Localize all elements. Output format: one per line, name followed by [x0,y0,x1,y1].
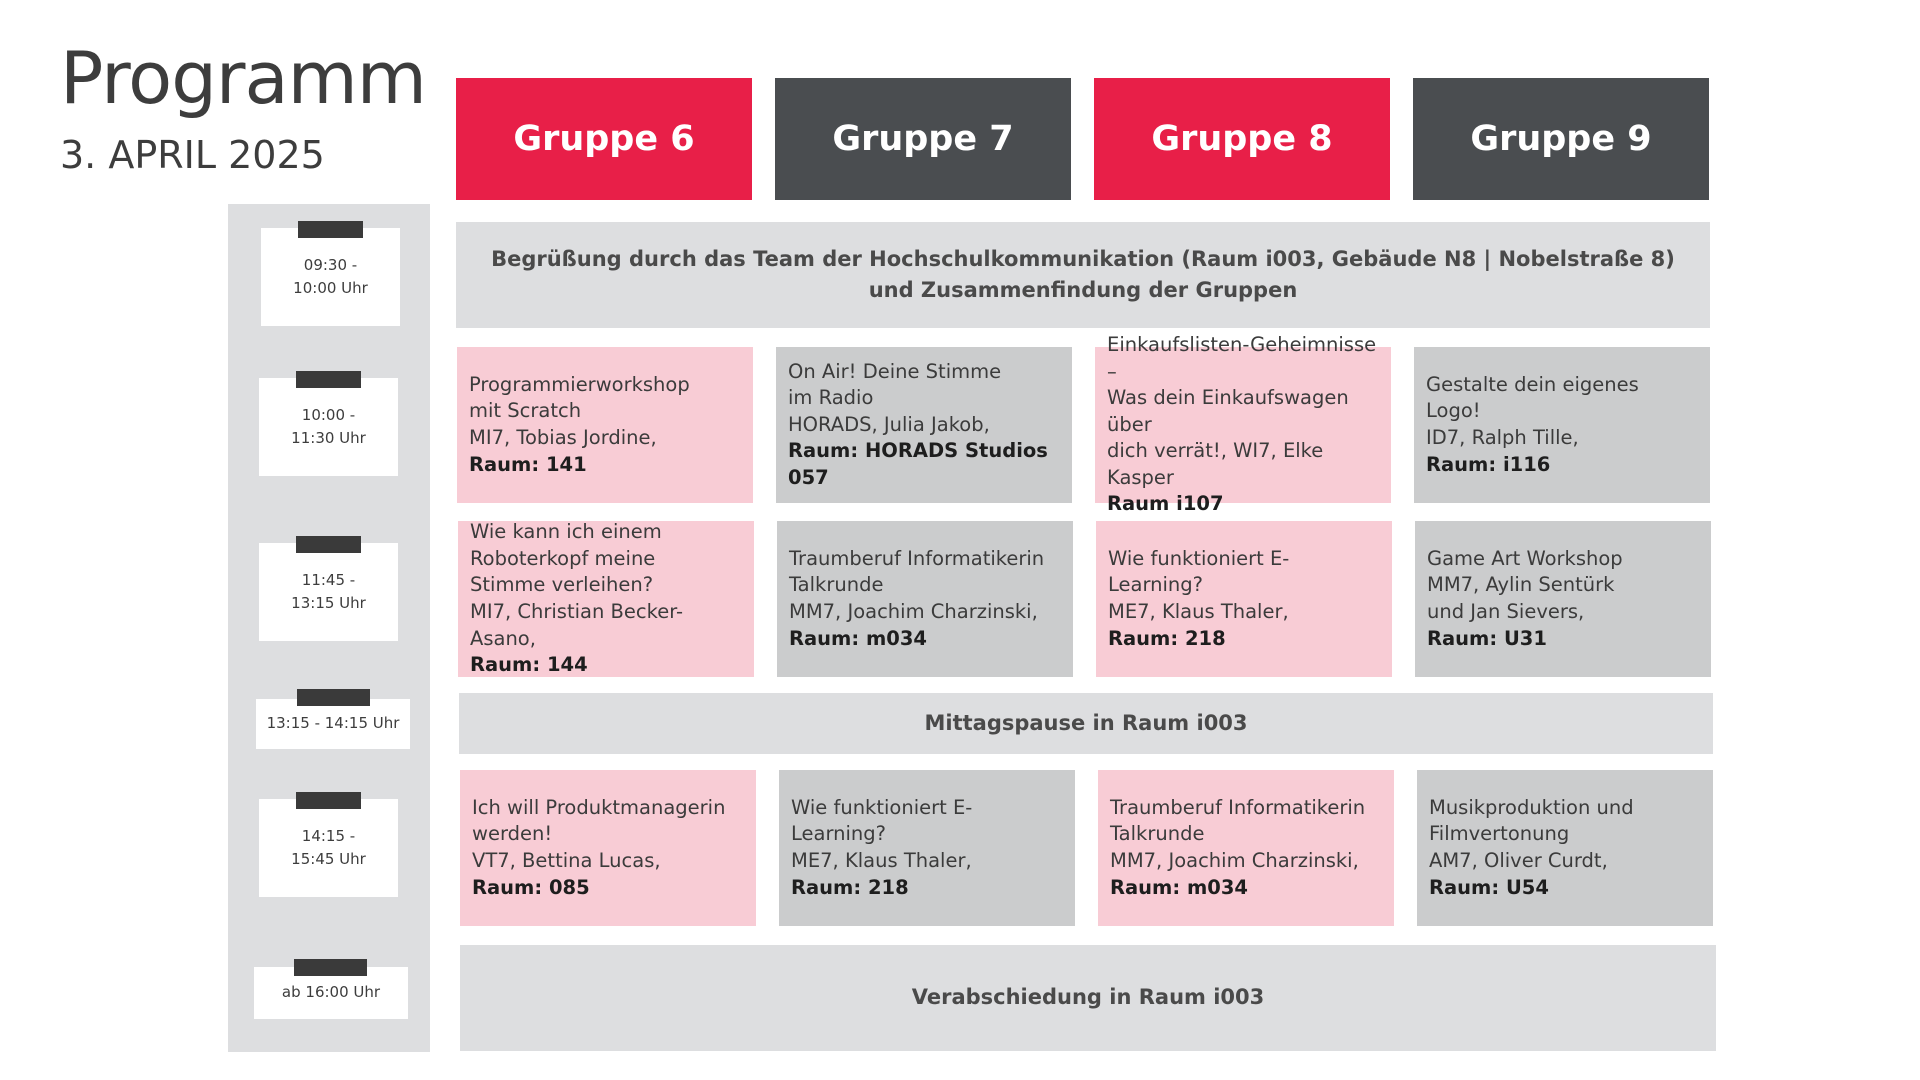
welcome-line-1: Begrüßung durch das Team der Hochschulkommunikation (Raum i003, Gebäude N8 | Nobelstraße 8) [491,246,1675,271]
session-slot1-group7: On Air! Deine Stimme im Radio HORADS, Julia Jakob, Raum: HORADS Studios 057 [776,347,1072,503]
room-label: Raum: i116 [1426,452,1551,476]
time-card-4 [259,799,398,897]
group-header-7: Gruppe 7 [775,78,1071,200]
session-slot2-group9: Game Art Workshop MM7, Aylin Sentürk und Jan Sievers, Raum: U31 [1415,521,1711,677]
welcome-banner [456,222,1710,328]
time-card-lunch [256,699,410,749]
pin-clip-icon [296,371,361,388]
group-header-8: Gruppe 8 [1094,78,1390,200]
farewell-banner: Verabschiedung in Raum i003 [460,945,1716,1051]
pin-clip-icon [294,959,367,976]
room-label: Raum i107 [1107,492,1224,516]
time-range: ab 16:00 Uhr [281,983,381,1002]
pin-clip-icon [298,221,363,238]
room-label: Raum: U54 [1429,875,1549,899]
session-slot2-group8: Wie funktioniert E-Learning? ME7, Klaus Thaler, Raum: 218 [1096,521,1392,677]
room-label: Raum: 218 [791,875,909,899]
time-end: 10:00 Uhr [293,279,368,297]
group-header-6: Gruppe 6 [456,78,752,200]
session-slot1-group8: Einkaufslisten-Geheimnisse – Was dein Einkaufswagen über dich verrät!, WI7, Elke Kasper Raum i107 [1095,347,1391,503]
lunch-banner: Mittagspause in Raum i003 [459,693,1713,754]
page-title: Programm [60,36,426,120]
time-end: 11:30 Uhr [291,429,366,447]
time-card-1 [261,228,400,326]
session-slot1-group6: Programmierworkshop mit Scratch MI7, Tobias Jordine, Raum: 141 [457,347,753,503]
time-range: 13:15 - 14:15 Uhr [266,714,400,733]
room-label: Raum: HORADS Studios 057 [788,439,1048,489]
group-header-9: Gruppe 9 [1413,78,1709,200]
room-label: Raum: 144 [470,653,588,677]
session-slot2-group7: Traumberuf Informatikerin Talkrunde MM7, Joachim Charzinski, Raum: m034 [777,521,1073,677]
pin-clip-icon [296,536,361,553]
welcome-line-2: und Zusammenfindung der Gruppen [868,278,1298,302]
session-slot3-group9: Musikproduktion und Filmvertonung AM7, Oliver Curdt, Raum: U54 [1417,770,1713,926]
session-slot1-group9: Gestalte dein eigenes Logo! ID7, Ralph Tille, Raum: i116 [1414,347,1710,503]
room-label: Raum: m034 [1110,875,1248,899]
time-card-3 [259,543,398,641]
session-slot3-group6: Ich will Produktmanagerin werden! VT7, Bettina Lucas, Raum: 085 [460,770,756,926]
room-label: Raum: m034 [789,626,927,650]
time-end: 15:45 Uhr [291,850,366,868]
room-label: Raum: 085 [472,875,590,899]
time-start: 11:45 - [301,570,356,589]
time-start: 10:00 - [301,405,356,424]
pin-clip-icon [296,792,361,809]
session-slot3-group8: Traumberuf Informatikerin Talkrunde MM7, Joachim Charzinski, Raum: m034 [1098,770,1394,926]
time-end: 13:15 Uhr [291,594,366,612]
time-card-2 [259,378,398,476]
session-slot3-group7: Wie funktioniert E-Learning? ME7, Klaus Thaler, Raum: 218 [779,770,1075,926]
room-label: Raum: U31 [1427,626,1547,650]
time-start: 14:15 - [301,826,356,845]
pin-clip-icon [297,689,370,706]
room-label: Raum: 141 [469,452,587,476]
page-date: 3. APRIL 2025 [60,133,325,177]
session-slot2-group6: Wie kann ich einem Roboterkopf meine Stimme verleihen? MI7, Christian Becker-Asano, Raum: 144 [458,521,754,677]
room-label: Raum: 218 [1108,626,1226,650]
time-start: 09:30 - [303,255,358,274]
